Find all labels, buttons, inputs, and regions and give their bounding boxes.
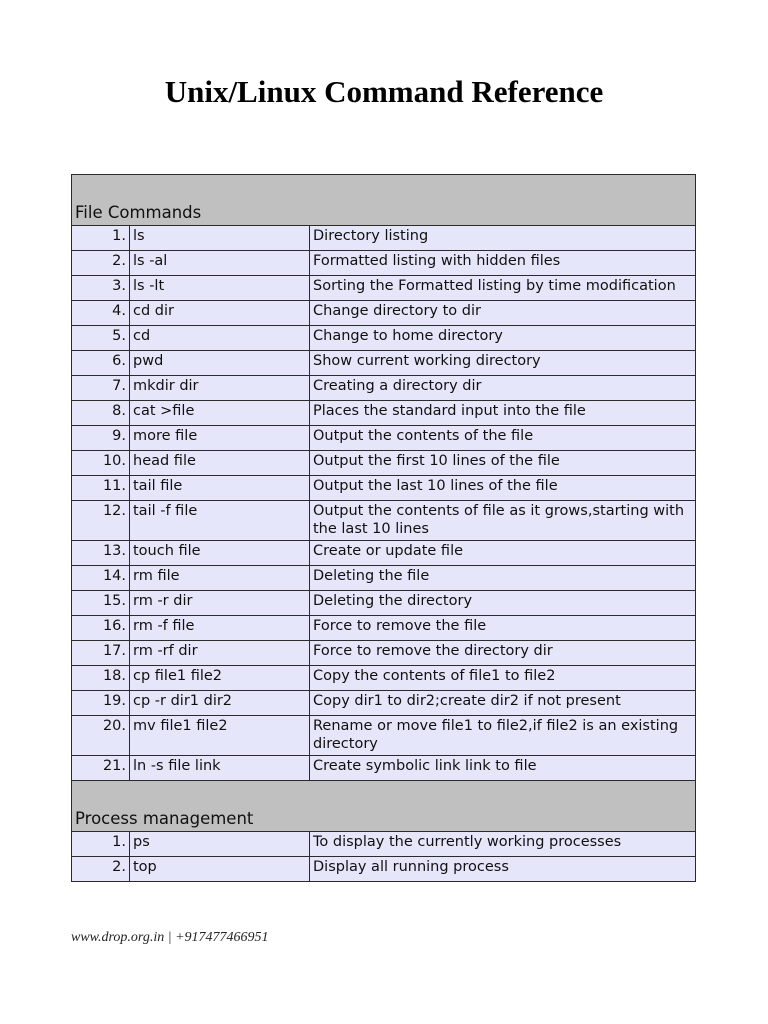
row-number: 16.: [72, 616, 130, 641]
table-row: [72, 501, 696, 541]
row-number: 14.: [72, 566, 130, 591]
table-row: [72, 541, 696, 566]
description-cell: Change directory to dir: [310, 301, 696, 326]
table-row: [72, 716, 696, 756]
description-cell: Deleting the directory: [310, 591, 696, 616]
description-cell: Force to remove the directory dir: [310, 641, 696, 666]
row-number: 19.: [72, 691, 130, 716]
description-cell: Output the last 10 lines of the file: [310, 476, 696, 501]
command-cell: ln -s file link: [130, 756, 310, 781]
command-cell: ls -lt: [130, 276, 310, 301]
table-row: [72, 276, 696, 301]
row-number: 17.: [72, 641, 130, 666]
section-heading: Process management: [72, 781, 696, 832]
description-cell: Change to home directory: [310, 326, 696, 351]
row-number: 20.: [72, 716, 130, 756]
command-cell: rm -f file: [130, 616, 310, 641]
description-cell: Formatted listing with hidden files: [310, 251, 696, 276]
description-cell: Show current working directory: [310, 351, 696, 376]
row-number: 11.: [72, 476, 130, 501]
row-number: 21.: [72, 756, 130, 781]
command-cell: ls -al: [130, 251, 310, 276]
command-cell: ls: [130, 226, 310, 251]
row-number: 3.: [72, 276, 130, 301]
command-cell: mv file1 file2: [130, 716, 310, 756]
table-row: [72, 591, 696, 616]
row-number: 8.: [72, 401, 130, 426]
table-row: [72, 426, 696, 451]
row-number: 15.: [72, 591, 130, 616]
description-cell: Places the standard input into the file: [310, 401, 696, 426]
row-number: 1.: [72, 226, 130, 251]
table-row: [72, 566, 696, 591]
command-cell: head file: [130, 451, 310, 476]
row-number: 4.: [72, 301, 130, 326]
row-number: 18.: [72, 666, 130, 691]
description-cell: Copy dir1 to dir2;create dir2 if not present: [310, 691, 696, 716]
command-cell: tail file: [130, 476, 310, 501]
description-cell: Display all running process: [310, 857, 696, 882]
command-cell: mkdir dir: [130, 376, 310, 401]
command-cell: top: [130, 857, 310, 882]
table-row: [72, 616, 696, 641]
table-row: [72, 251, 696, 276]
command-cell: rm -rf dir: [130, 641, 310, 666]
command-cell: pwd: [130, 351, 310, 376]
command-cell: touch file: [130, 541, 310, 566]
description-cell: Creating a directory dir: [310, 376, 696, 401]
table-row: [72, 641, 696, 666]
command-cell: tail -f file: [130, 501, 310, 541]
table-row: [72, 832, 696, 857]
row-number: 6.: [72, 351, 130, 376]
description-cell: Create symbolic link link to file: [310, 756, 696, 781]
table-row: [72, 376, 696, 401]
table-row: [72, 301, 696, 326]
description-cell: Deleting the file: [310, 566, 696, 591]
table-row: [72, 451, 696, 476]
command-cell: rm file: [130, 566, 310, 591]
row-number: 9.: [72, 426, 130, 451]
section-heading: File Commands: [72, 175, 696, 226]
command-cell: more file: [130, 426, 310, 451]
row-number: 2.: [72, 857, 130, 882]
command-cell: cp file1 file2: [130, 666, 310, 691]
command-cell: cd: [130, 326, 310, 351]
row-number: 1.: [72, 832, 130, 857]
description-cell: To display the currently working processes: [310, 832, 696, 857]
row-number: 10.: [72, 451, 130, 476]
description-cell: Copy the contents of file1 to file2: [310, 666, 696, 691]
section-header-row: [72, 175, 696, 226]
table-row: [72, 857, 696, 882]
row-number: 2.: [72, 251, 130, 276]
table-row: [72, 756, 696, 781]
footer-contact: www.drop.org.in | +917477466951: [71, 930, 269, 945]
table-row: [72, 401, 696, 426]
row-number: 7.: [72, 376, 130, 401]
table-row: [72, 326, 696, 351]
row-number: 12.: [72, 501, 130, 541]
table-row: [72, 226, 696, 251]
description-cell: Create or update file: [310, 541, 696, 566]
description-cell: Output the contents of the file: [310, 426, 696, 451]
command-cell: cp -r dir1 dir2: [130, 691, 310, 716]
table-row: [72, 691, 696, 716]
table-row: [72, 666, 696, 691]
page-title: Unix/Linux Command Reference: [164, 74, 604, 109]
description-cell: Output the contents of file as it grows,starting with the last 10 lines: [310, 501, 696, 541]
description-cell: Output the first 10 lines of the file: [310, 451, 696, 476]
row-number: 13.: [72, 541, 130, 566]
table-row: [72, 476, 696, 501]
section-header-row: [72, 781, 696, 832]
description-cell: Sorting the Formatted listing by time modification: [310, 276, 696, 301]
command-cell: cat >file: [130, 401, 310, 426]
command-cell: cd dir: [130, 301, 310, 326]
description-cell: Rename or move file1 to file2,if file2 is an existing directory: [310, 716, 696, 756]
description-cell: Force to remove the file: [310, 616, 696, 641]
table-body: [72, 175, 696, 882]
command-cell: rm -r dir: [130, 591, 310, 616]
table-row: [72, 351, 696, 376]
description-cell: Directory listing: [310, 226, 696, 251]
command-cell: ps: [130, 832, 310, 857]
command-reference-table: [71, 174, 696, 882]
row-number: 5.: [72, 326, 130, 351]
